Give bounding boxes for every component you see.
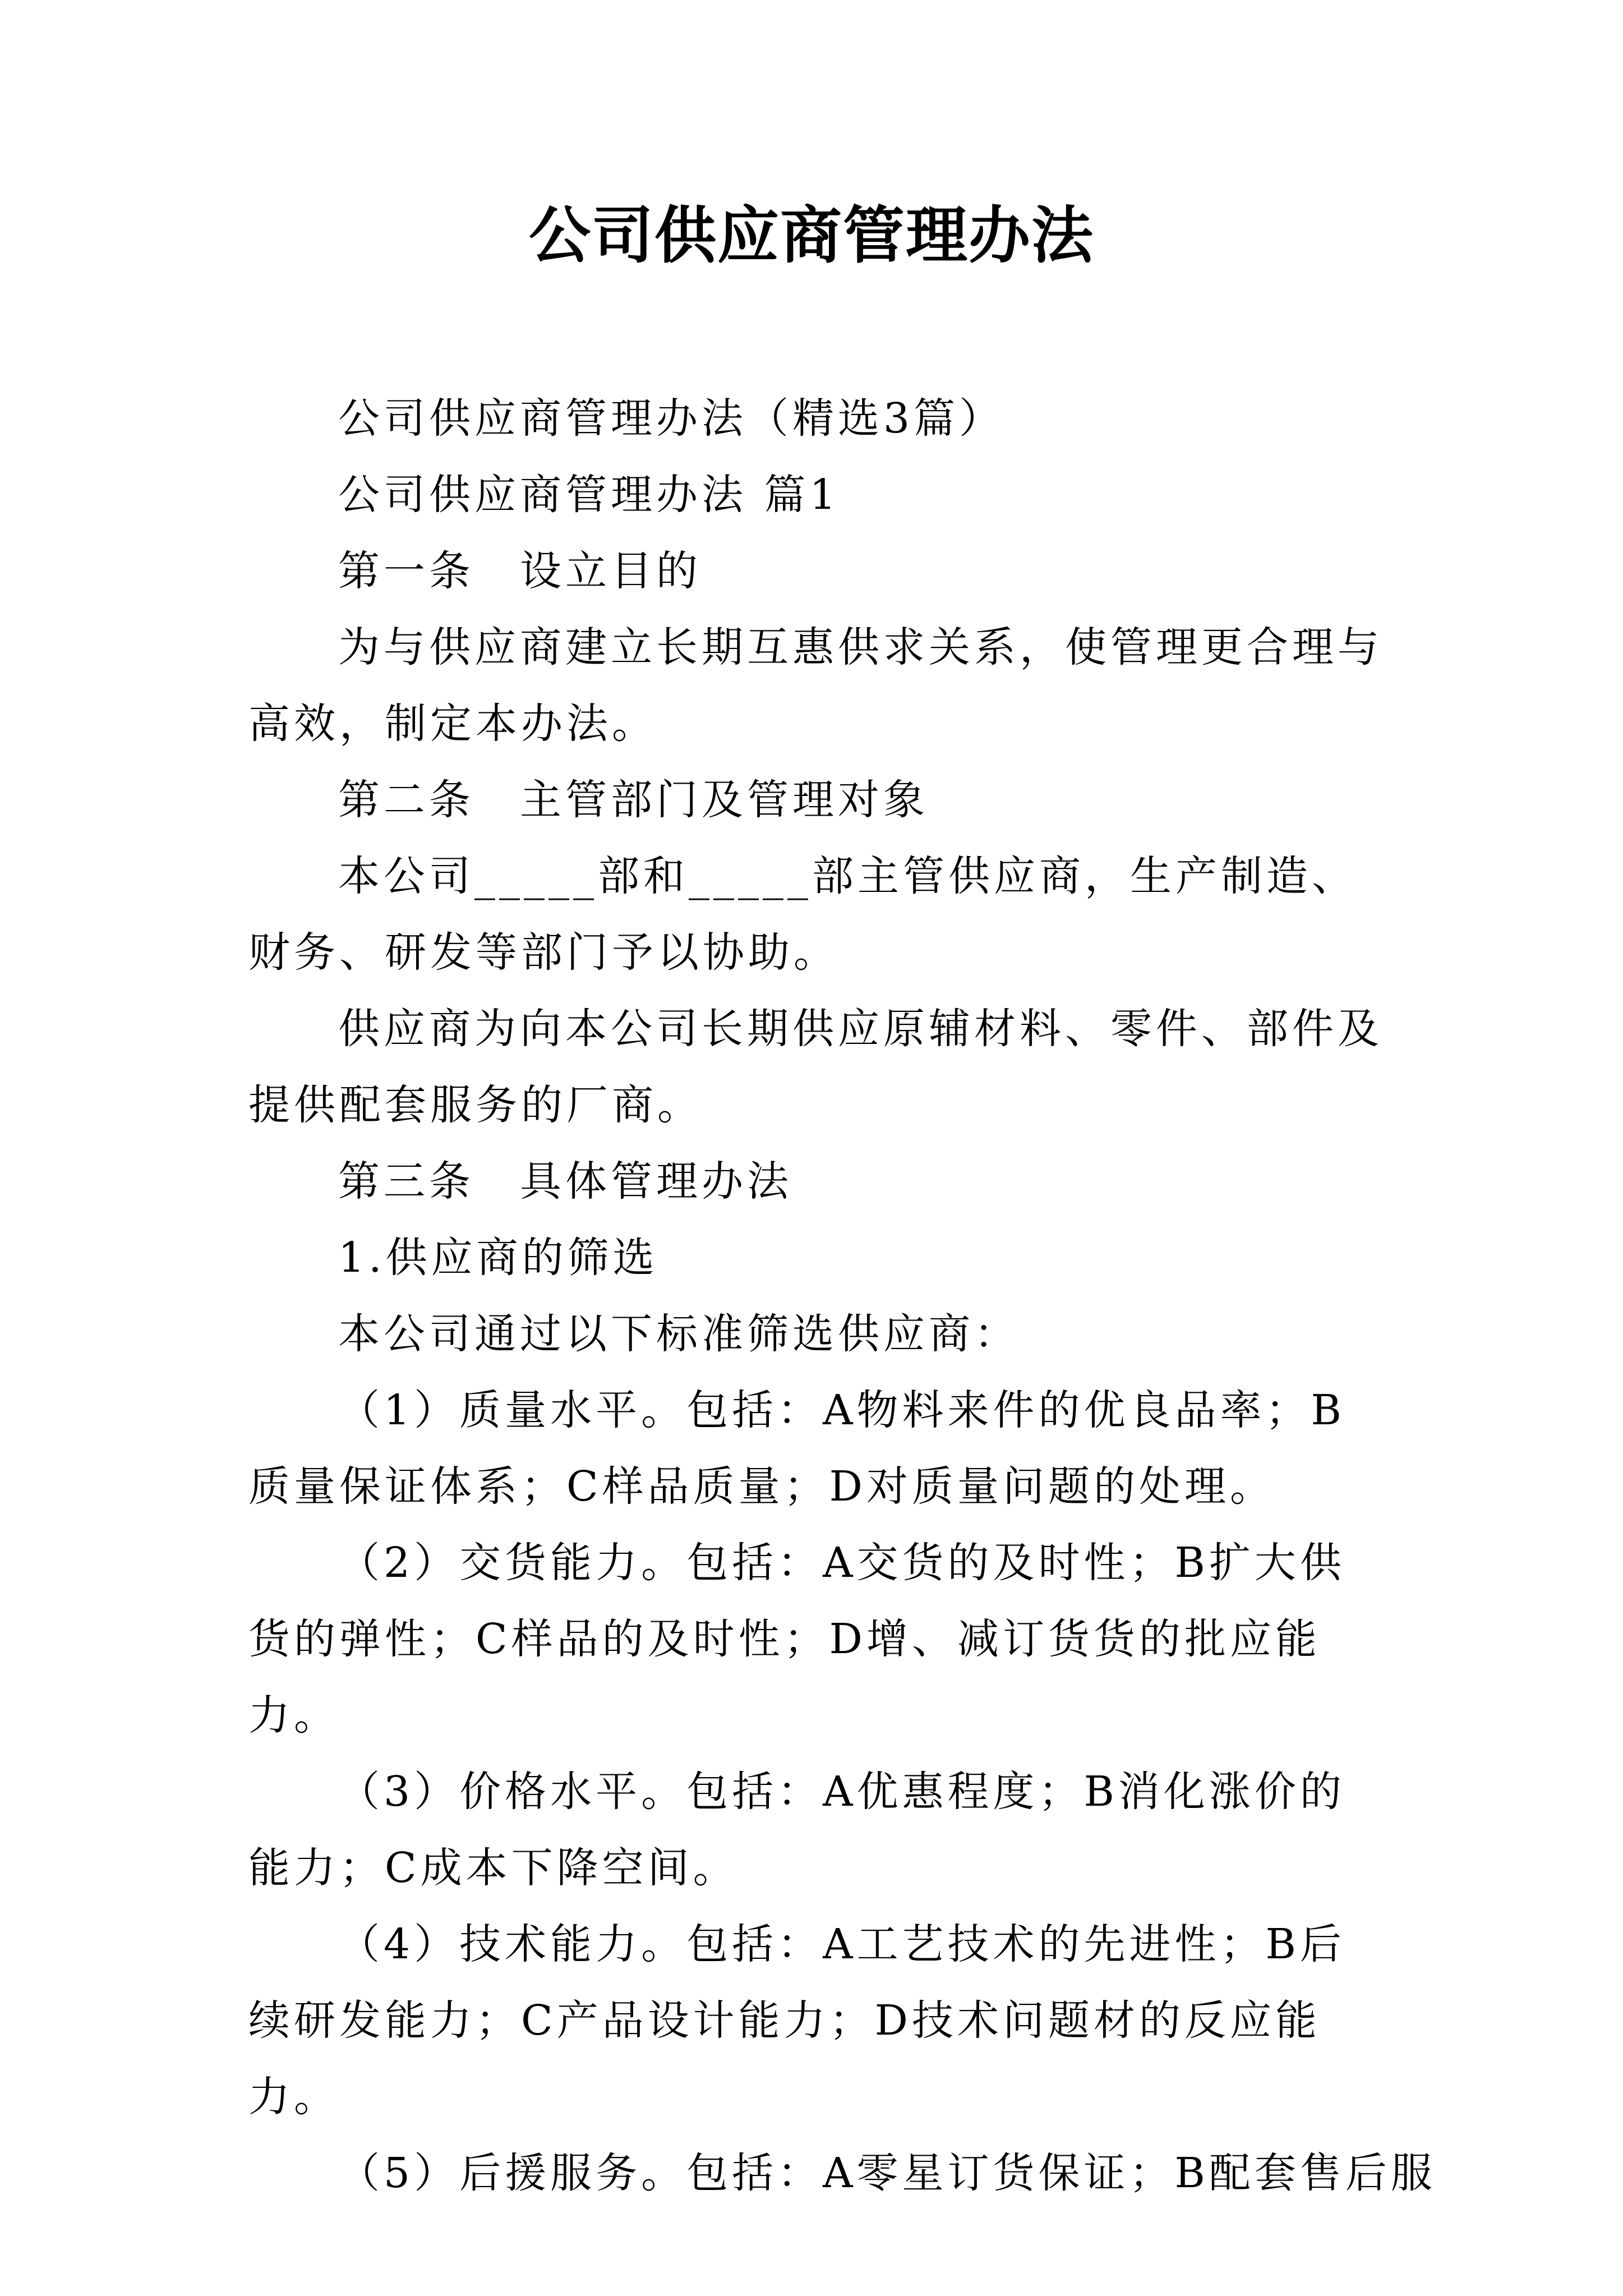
paragraph-screening-heading: 1.供应商的筛选 (338, 1234, 658, 1282)
paragraph-article-3-heading: 第三条 具体管理办法 (338, 1157, 792, 1205)
paragraph-article-2-text: 本公司_____部和_____部主管供应商，生产制造、财务、研发等部门予以协助。 (248, 852, 1357, 977)
paragraph-screening-intro: 本公司通过以下标准筛选供应商： (338, 1310, 1020, 1358)
paragraph-article-1-heading: 第一条 设立目的 (338, 547, 702, 595)
paragraph-article-1-text: 为与供应商建立长期互惠供求关系，使管理更合理与高效，制定本办法。 (248, 623, 1383, 748)
paragraph-supplier-definition: 供应商为向本公司长期供应原辅材料、零件、部件及提供配套服务的厂商。 (248, 1005, 1383, 1129)
paragraph-criterion-price: （3）价格水平。包括：A优惠程度；B消化涨价的能力；C成本下降空间。 (248, 1768, 1345, 1892)
paragraph-criterion-service: （5）后援服务。包括：A零星订货保证；B配套售后服 (338, 2149, 1436, 2197)
paragraph-criterion-technology: （4）技术能力。包括：A工艺技术的先进性；B后续研发能力；C产品设计能力；D技术问题材的反应能力。 (248, 1920, 1345, 2121)
paragraph-criterion-quality: （1）质量水平。包括：A物料来件的优良品率；B质量保证体系；C样品质量；D对质量问题的处理。 (248, 1386, 1345, 1511)
paragraph-article-2-heading: 第二条 主管部门及管理对象 (338, 776, 929, 824)
document-body (248, 380, 1436, 2211)
paragraph-subtitle: 公司供应商管理办法（精选3篇） (338, 394, 1005, 443)
paragraph-section-heading: 公司供应商管理办法 篇1 (338, 471, 840, 519)
document-title: 公司供应商管理办法 (529, 199, 1094, 272)
paragraph-criterion-delivery: （2）交货能力。包括：A交货的及时性；B扩大供货的弹性；C样品的及时性；D增、减订货货的批应能力。 (248, 1539, 1345, 1740)
